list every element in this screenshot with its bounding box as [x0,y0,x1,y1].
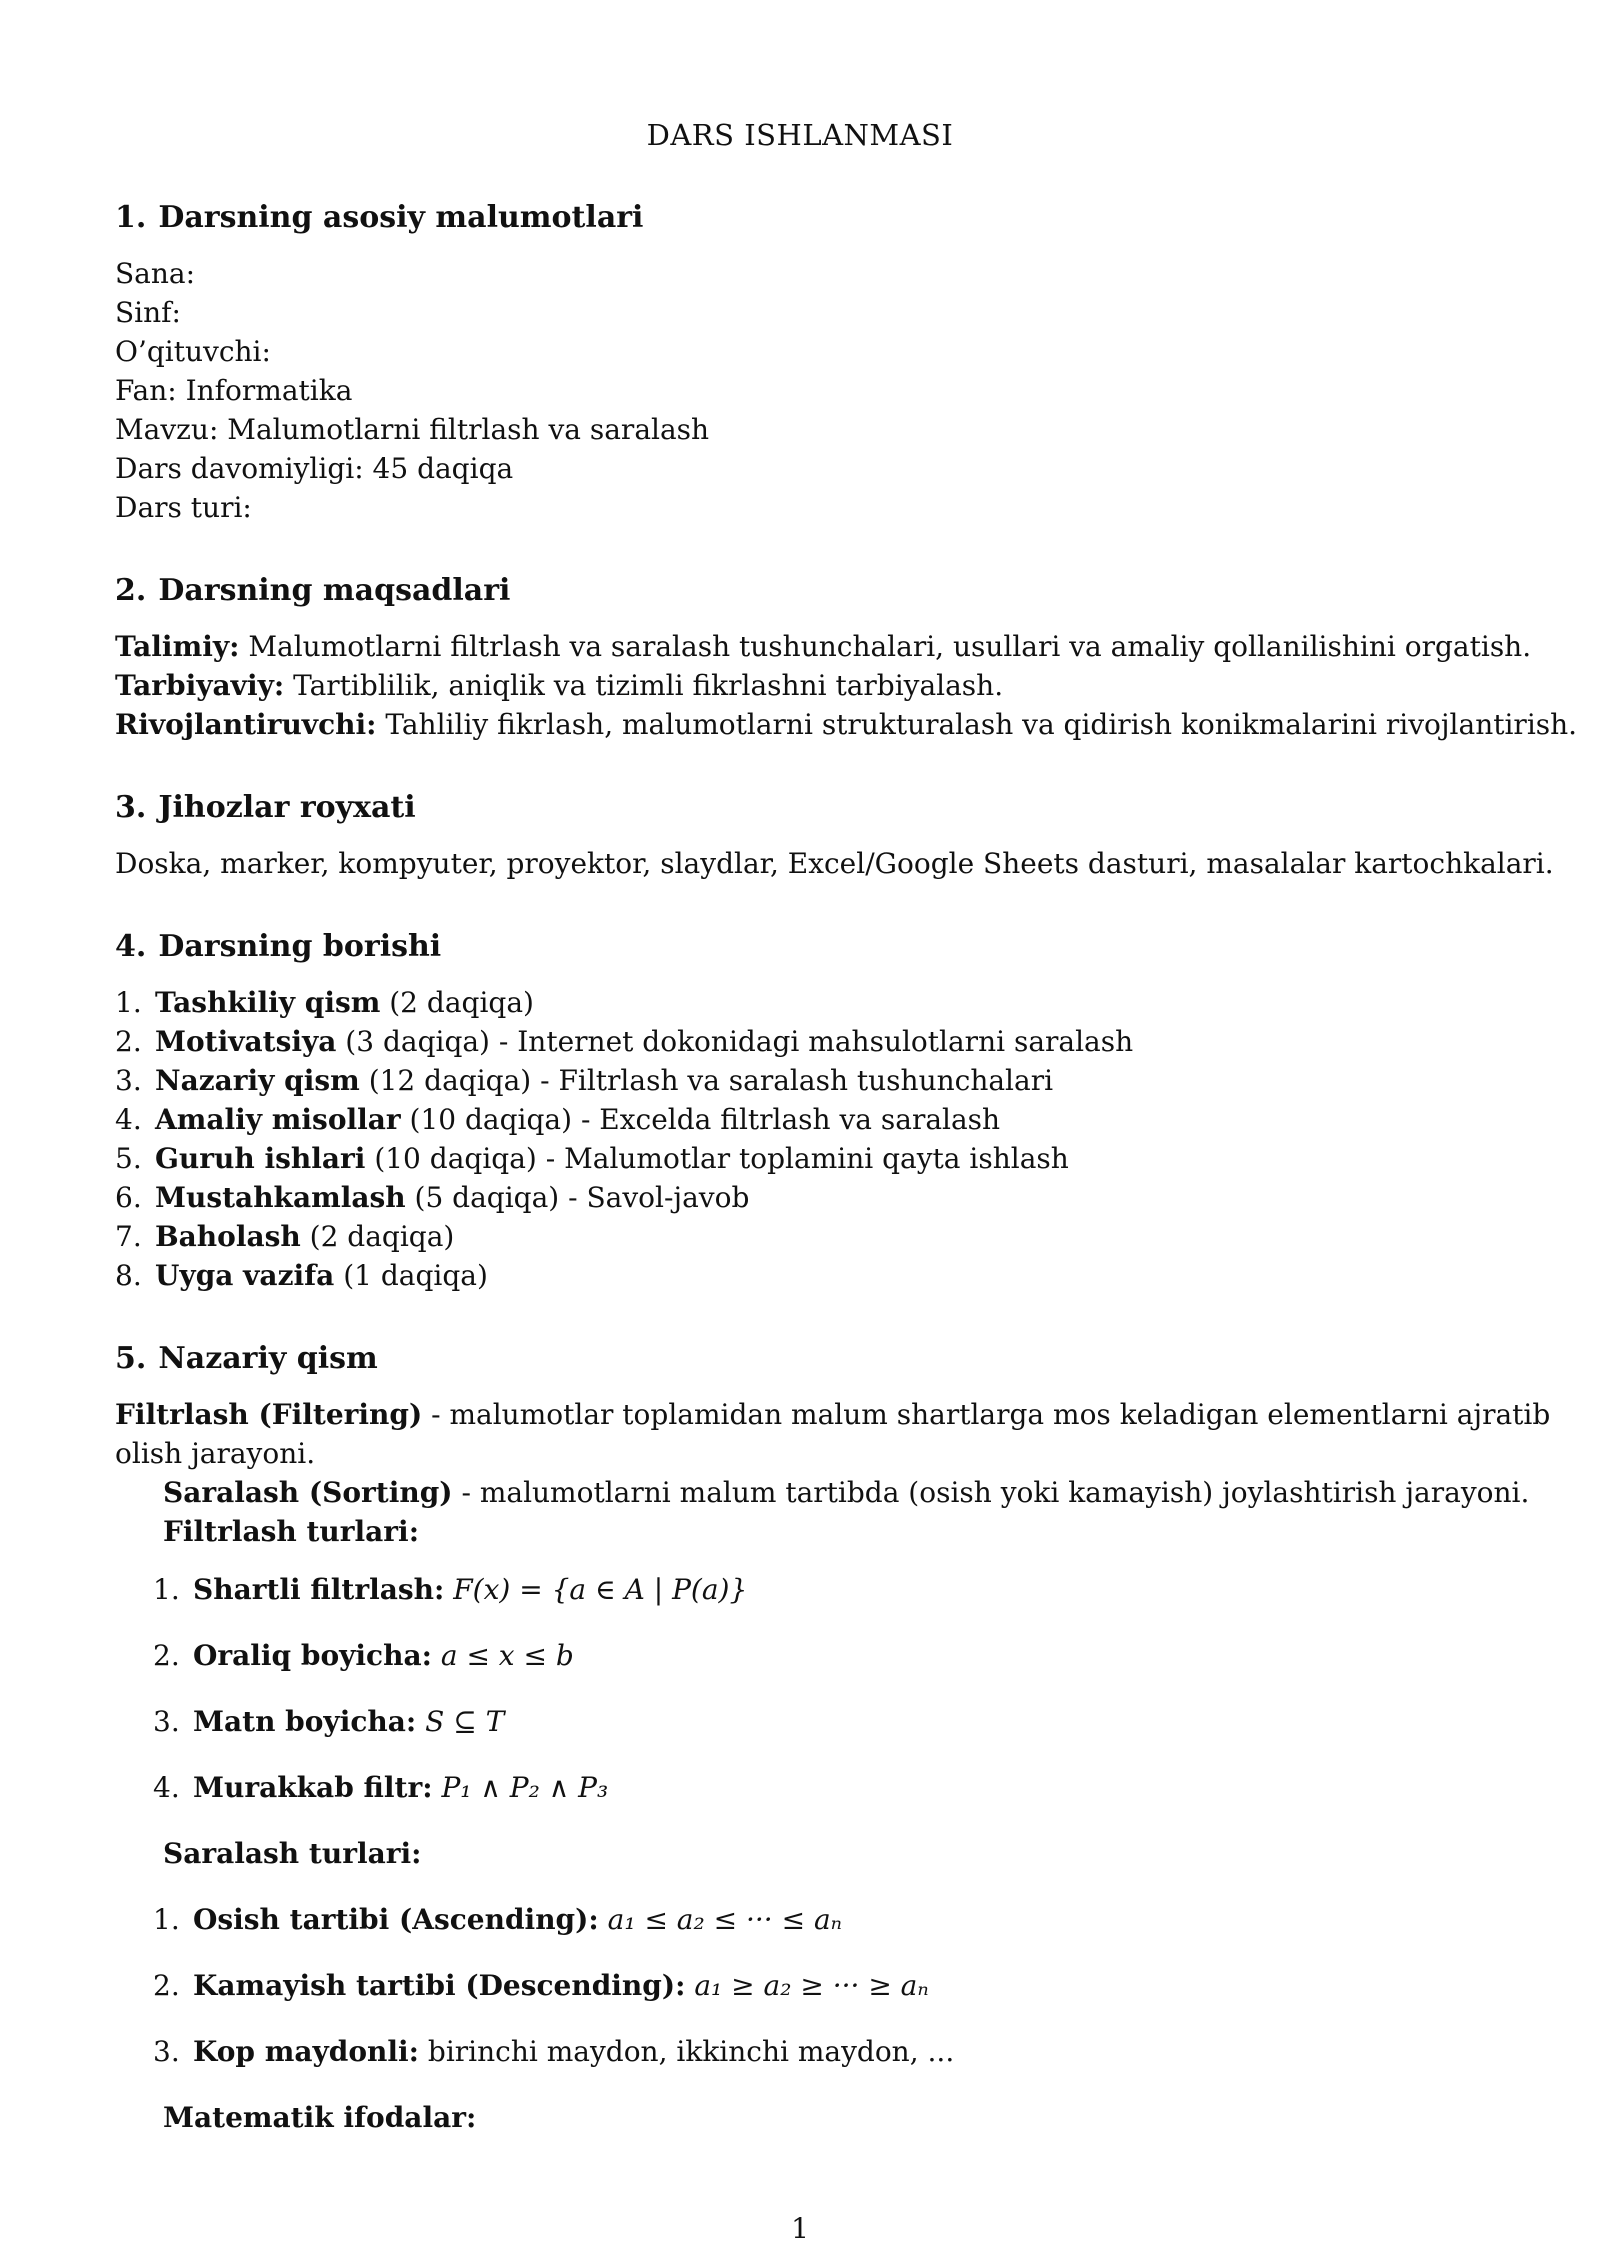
sort-definition-text: - malumotlarni malum tartibda (osish yoki kamayish) joylashtirish jarayoni. [452,1476,1530,1509]
filter-type-label: Murakkab filtr: [193,1771,433,1804]
sort-definition [115,1473,1535,1512]
list-number: 1. [153,1903,180,1936]
stage-text: (1 daqiqa) [334,1259,488,1292]
section-heading-4 [115,925,1535,969]
stage-text: (2 daqiqa) [380,986,534,1019]
list-number: 4. [115,1103,142,1136]
list-number: 3. [115,1064,142,1097]
list-number: 7. [115,1220,142,1253]
list-item [153,1887,1535,1953]
filter-definition [115,1395,1551,1434]
stage-text: (5 daqiqa) - Savol-javob [405,1181,750,1214]
filter-type-label: Shartli filtrlash: [193,1573,445,1606]
list-item [115,1061,1535,1100]
section-title: Darsning borishi [158,929,442,964]
list-item [153,2019,1535,2085]
filter-definition-label: Filtrlash (Filtering) [115,1398,423,1431]
section-title: Jihozlar royxati [158,790,416,825]
list-item [115,1217,1535,1256]
math-expression: P₁ ∧ P₂ ∧ P₃ [441,1771,609,1804]
math-expression: a ≤ x ≤ b [440,1639,574,1672]
stage-label: Motivatsiya [155,1025,337,1058]
goal-label: Talimiy: [115,630,240,663]
filter-definition-cont: olish jarayoni. [115,1437,316,1470]
list-item [115,1100,1535,1139]
goal-label: Tarbiyaviy: [115,669,285,702]
goal-text: Tahliliy fikrlash, malumotlarni strukturalash va qidirish konikmalarini rivojlantirish. [376,708,1578,741]
info-topic: Mavzu: Malumotlarni filtrlash va saralash [115,413,710,446]
goal-item [115,666,1535,705]
filter-type-label: Oraliq boyicha: [193,1639,432,1672]
list-number: 6. [115,1181,142,1214]
basic-info-list [115,254,1535,527]
sort-types-list [115,1887,1535,2085]
sort-types-heading: Saralash turlari: [163,1837,422,1870]
filter-definition-text: - malumotlar toplamidan malum shartlarga mos keladigan elementlarni ajratib [422,1398,1551,1431]
section-heading-5 [115,1337,1535,1381]
stage-text: (10 daqiqa) - Excelda filtrlash va saralash [400,1103,1001,1136]
goal-item [115,705,1578,744]
stage-label: Tashkiliy qism [155,986,381,1019]
math-expression: a₁ ≤ a₂ ≤ ··· ≤ aₙ [607,1903,842,1936]
stage-text: (3 daqiqa) - Internet dokonidagi mahsulotlarni saralash [336,1025,1134,1058]
math-expression: S ⊆ T [425,1705,505,1738]
section-number: 4. [115,929,147,964]
section-title: Darsning maqsadlari [158,573,511,608]
list-number: 8. [115,1259,142,1292]
info-lesson-type: Dars turi: [115,491,252,524]
page-number: 1 [791,2212,809,2245]
sort-type-label: Osish tartibi (Ascending): [193,1903,599,1936]
list-number: 3. [153,1705,180,1738]
info-duration: Dars davomiyligi: 45 daqiqa [115,452,514,485]
section-number: 5. [115,1341,147,1376]
list-number: 4. [153,1771,180,1804]
list-item [115,1256,1535,1295]
info-class: Sinf: [115,296,181,329]
math-expressions-heading: Matematik ifodalar: [163,2101,477,2134]
page-title: DARS ISHLANMASI [646,118,954,152]
list-number: 5. [115,1142,142,1175]
sort-type-label: Kop maydonli: [193,2035,419,2068]
list-number: 1. [153,1573,180,1606]
sort-definition-label: Saralash (Sorting) [163,1476,453,1509]
list-item [153,1755,1535,1821]
section-number: 2. [115,573,147,608]
document-body [115,196,1578,2151]
lesson-flow-list [115,983,1535,1295]
filter-type-label: Matn boyicha: [193,1705,417,1738]
list-item [115,1178,1535,1217]
stage-label: Guruh ishlari [155,1142,366,1175]
stage-label: Nazariy qism [155,1064,360,1097]
math-expression: F(x) = {a ∈ A | P(a)} [453,1573,748,1606]
section-heading-1 [115,196,1535,240]
stage-label: Baholash [155,1220,301,1253]
goal-label: Rivojlantiruvchi: [115,708,377,741]
section-heading-3 [115,786,1535,830]
math-expression: a₁ ≥ a₂ ≥ ··· ≥ aₙ [694,1969,929,2002]
sort-type-text: birinchi maydon, ikkinchi maydon, ... [427,2035,955,2068]
stage-label: Amaliy misollar [155,1103,401,1136]
list-number: 3. [153,2035,180,2068]
equipment-text: Doska, marker, kompyuter, proyektor, slaydlar, Excel/Google Sheets dasturi, masalalar kartochkalari. [115,847,1554,880]
info-date: Sana: [115,257,196,290]
sort-type-label: Kamayish tartibi (Descending): [193,1969,686,2002]
stage-label: Uyga vazifa [155,1259,335,1292]
list-number: 1. [115,986,142,1019]
list-number: 2. [153,1969,180,2002]
stage-text: (10 daqiqa) - Malumotlar toplamini qayta ishlash [365,1142,1069,1175]
list-item [153,1953,1535,2019]
goal-item [115,627,1535,666]
list-item [153,1557,1535,1623]
section-heading-2 [115,569,1535,613]
section-title: Nazariy qism [158,1341,378,1376]
list-number: 2. [115,1025,142,1058]
goal-text: Malumotlarni filtrlash va saralash tushunchalari, usullari va amaliy qollanilishini orgatish. [239,630,1532,663]
info-subject: Fan: Informatika [115,374,353,407]
list-item [153,1623,1535,1689]
filter-types-list [115,1557,1535,1821]
list-item [115,1139,1535,1178]
stage-text: (12 daqiqa) - Filtrlash va saralash tushunchalari [359,1064,1054,1097]
list-item [153,1689,1535,1755]
stage-text: (2 daqiqa) [300,1220,455,1253]
goal-text: Tartiblilik, aniqlik va tizimli fikrlashni tarbiyalash. [284,669,1004,702]
info-teacher: O’qituvchi: [115,335,271,368]
stage-label: Mustahkamlash [155,1181,406,1214]
goals-list [115,627,1578,744]
section-title: Darsning asosiy malumotlari [158,200,644,235]
list-number: 2. [153,1639,180,1672]
list-item [115,983,1535,1022]
list-item [115,1022,1535,1061]
filter-types-heading: Filtrlash turlari: [163,1515,420,1548]
section-number: 1. [115,200,147,235]
section-number: 3. [115,790,147,825]
